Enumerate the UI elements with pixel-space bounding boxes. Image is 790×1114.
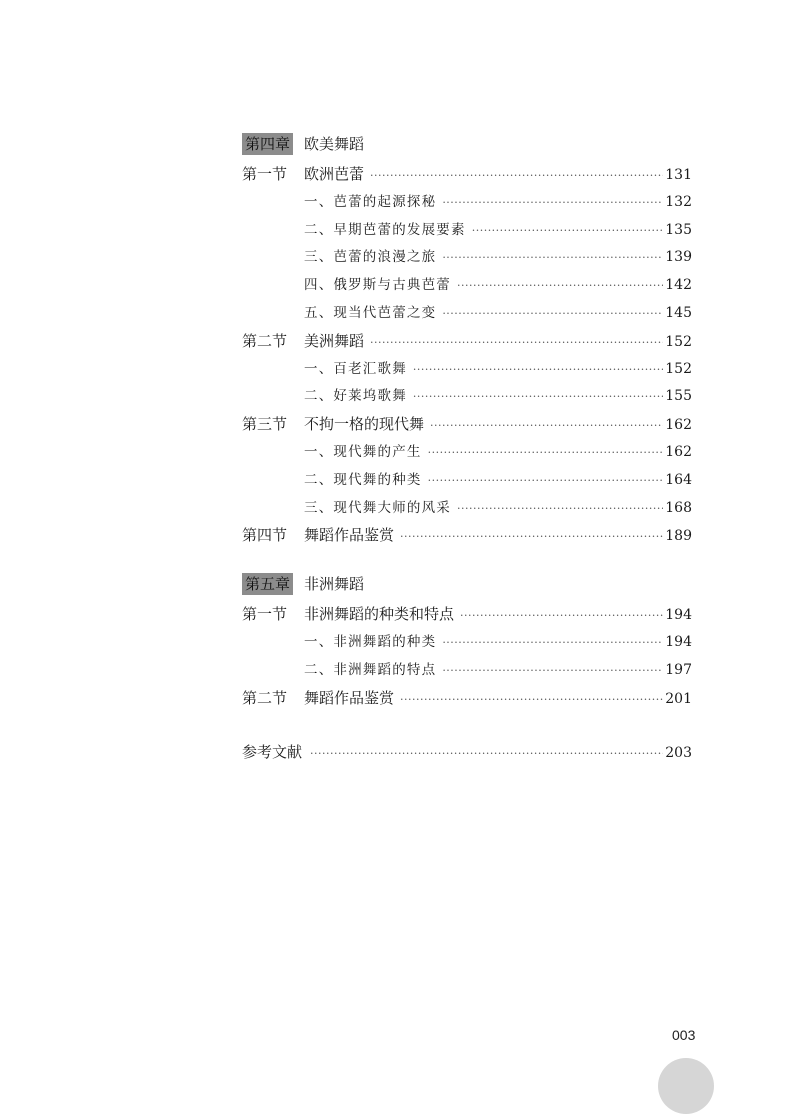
- chapter-heading[interactable]: [242, 133, 692, 155]
- leader-dots: [442, 629, 663, 657]
- leader-dots: [310, 740, 663, 768]
- page-ref: 152: [665, 360, 692, 377]
- entry-title: 四、俄罗斯与古典芭蕾: [304, 277, 451, 294]
- page-ref: 203: [665, 745, 692, 762]
- page-ref: 152: [665, 333, 692, 350]
- leader-dots: [413, 383, 663, 411]
- leader-dots: [457, 495, 663, 523]
- entry-title: 二、好莱坞歌舞: [304, 388, 407, 405]
- leader-dots: [442, 657, 663, 685]
- section-label: 第一节: [242, 165, 288, 183]
- section-label: 第四节: [242, 526, 288, 545]
- leader-dots: [457, 272, 663, 300]
- entry-title: 一、百老汇歌舞: [304, 360, 407, 377]
- leader-dots: [428, 439, 664, 467]
- entry-title: 非洲舞蹈的种类和特点: [304, 605, 455, 624]
- toc-subentry[interactable]: [242, 629, 692, 657]
- toc-entry[interactable]: [242, 685, 692, 713]
- references-entry[interactable]: [242, 738, 692, 766]
- entry-title: 一、现代舞的产生: [304, 443, 422, 460]
- toc-subentry[interactable]: [242, 300, 692, 328]
- toc-subentry[interactable]: [242, 272, 692, 300]
- toc-entry[interactable]: [242, 161, 692, 189]
- entry-title: 二、现代舞的种类: [304, 471, 422, 488]
- section-label: 第二节: [242, 331, 288, 350]
- entry-title: 舞蹈作品鉴赏: [304, 526, 395, 545]
- entry-title: 一、芭蕾的起源探秘: [304, 193, 437, 210]
- page-ref: 194: [665, 633, 692, 650]
- leader-dots: [430, 412, 663, 440]
- leader-dots: [413, 356, 663, 384]
- leader-dots: [442, 189, 663, 217]
- page-ref: 197: [665, 661, 692, 678]
- toc-subentry[interactable]: [242, 439, 692, 467]
- toc-subentry[interactable]: [242, 189, 692, 217]
- entry-title: 五、现当代芭蕾之变: [304, 304, 437, 321]
- entry-title: 二、非洲舞蹈的特点: [304, 661, 437, 678]
- entry-title: 舞蹈作品鉴赏: [304, 688, 395, 707]
- entry-title: 二、早期芭蕾的发展要素: [304, 221, 466, 238]
- chapter-title: 非洲舞蹈: [304, 575, 365, 594]
- toc-subentry[interactable]: [242, 383, 692, 411]
- toc-subentry[interactable]: [242, 657, 692, 685]
- table-of-contents: [242, 133, 692, 766]
- chapter-number-badge: 第五章: [242, 573, 293, 595]
- page-ref: 139: [665, 249, 692, 266]
- page-ref: 135: [665, 221, 692, 238]
- entry-title: 三、芭蕾的浪漫之旅: [304, 249, 437, 266]
- page-ref: 155: [665, 388, 692, 405]
- leader-dots: [472, 217, 664, 245]
- leader-dots: [460, 602, 663, 630]
- entry-title: 三、现代舞大师的风采: [304, 499, 451, 516]
- toc-entry[interactable]: [242, 328, 692, 356]
- toc-subentry[interactable]: [242, 217, 692, 245]
- section-label: 第一节: [242, 605, 288, 624]
- page-ref: 131: [665, 167, 692, 183]
- page-ref: 201: [665, 690, 692, 707]
- leader-dots: [442, 244, 663, 272]
- chapter-title: 欧美舞蹈: [304, 135, 365, 153]
- toc-entry[interactable]: [242, 411, 692, 439]
- leader-dots: [400, 686, 663, 714]
- page-ref: 132: [665, 193, 692, 210]
- page-ref: 194: [665, 607, 692, 624]
- page-number: 003: [672, 1027, 696, 1043]
- leader-dots: [428, 467, 664, 495]
- entry-title: 欧洲芭蕾: [304, 165, 365, 183]
- chapter-heading[interactable]: [242, 573, 692, 595]
- page-ref: 189: [665, 528, 692, 545]
- entry-title: 不拘一格的现代舞: [304, 415, 425, 434]
- section-label: 第三节: [242, 415, 288, 434]
- toc-entry[interactable]: [242, 522, 692, 550]
- entry-title: 一、非洲舞蹈的种类: [304, 633, 437, 650]
- page-ref: 142: [665, 277, 692, 294]
- leader-dots: [370, 162, 663, 190]
- toc-subentry[interactable]: [242, 467, 692, 495]
- page-ref: 168: [665, 499, 692, 516]
- chapter-number-badge: 第四章: [242, 133, 293, 155]
- corner-tab-circle: [658, 1058, 714, 1114]
- page-ref: 145: [665, 304, 692, 321]
- entry-title: 美洲舞蹈: [304, 331, 365, 350]
- toc-subentry[interactable]: [242, 244, 692, 272]
- leader-dots: [442, 300, 663, 328]
- leader-dots: [370, 329, 663, 357]
- toc-entry[interactable]: [242, 601, 692, 629]
- toc-subentry[interactable]: [242, 356, 692, 384]
- toc-subentry[interactable]: [242, 495, 692, 523]
- references-title: 参考文献: [242, 743, 303, 762]
- page-ref: 162: [665, 417, 692, 434]
- page-ref: 162: [665, 443, 692, 460]
- page-ref: 164: [665, 471, 692, 488]
- leader-dots: [400, 523, 663, 551]
- section-label: 第二节: [242, 688, 288, 707]
